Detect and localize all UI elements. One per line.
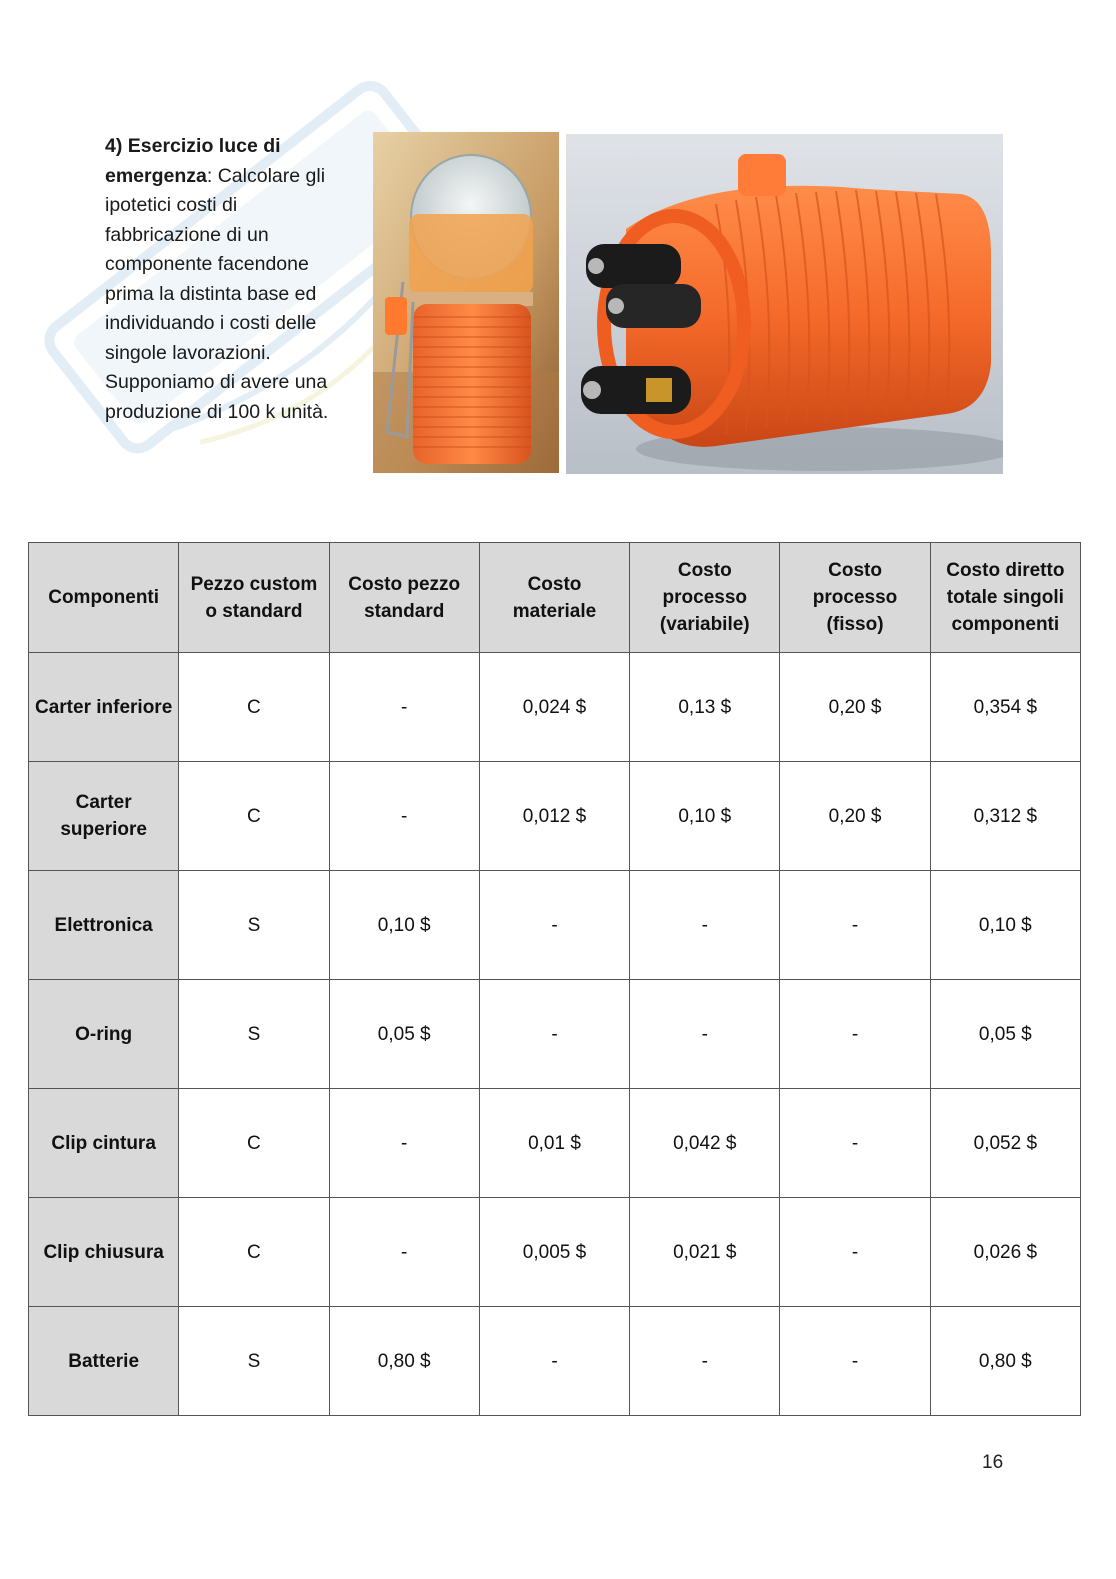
cell-type: S bbox=[179, 871, 329, 980]
cell-total-cost: 0,10 $ bbox=[930, 871, 1080, 980]
cell-total-cost: 0,312 $ bbox=[930, 762, 1080, 871]
cell-variable-cost: - bbox=[630, 980, 780, 1089]
component-name: Batterie bbox=[29, 1307, 179, 1416]
header-costo-diretto-totale: Costo diretto totale singoli componenti bbox=[930, 543, 1080, 653]
cell-material-cost: - bbox=[479, 1307, 629, 1416]
component-name: Carter inferiore bbox=[29, 653, 179, 762]
table-row bbox=[29, 762, 1081, 871]
cell-fixed-cost: - bbox=[780, 1198, 930, 1307]
cell-type: S bbox=[179, 980, 329, 1089]
page-number: 16 bbox=[982, 1452, 1004, 1473]
table-row bbox=[29, 871, 1081, 980]
cell-fixed-cost: 0,20 $ bbox=[780, 762, 930, 871]
component-name: Clip cintura bbox=[29, 1089, 179, 1198]
cell-material-cost: 0,012 $ bbox=[479, 762, 629, 871]
cell-total-cost: 0,05 $ bbox=[930, 980, 1080, 1089]
component-name: Elettronica bbox=[29, 871, 179, 980]
table-row bbox=[29, 653, 1081, 762]
cell-variable-cost: 0,13 $ bbox=[630, 653, 780, 762]
cell-fixed-cost: - bbox=[780, 1089, 930, 1198]
cell-type: C bbox=[179, 762, 329, 871]
intro-body: : Calcolare gli ipotetici costi di fabbricazione di un componente facendone prima la distinta base ed individuando i costi delle singole lavorazioni. Supponiamo di avere una produzione di 100 k unità. bbox=[105, 164, 329, 423]
cell-material-cost: 0,005 $ bbox=[479, 1198, 629, 1307]
header-costo-pezzo-standard: Costo pezzo standard bbox=[329, 543, 479, 653]
cell-total-cost: 0,80 $ bbox=[930, 1307, 1080, 1416]
cell-total-cost: 0,026 $ bbox=[930, 1198, 1080, 1307]
cell-standard-cost: - bbox=[329, 1089, 479, 1198]
table-row bbox=[29, 1089, 1081, 1198]
emergency-light-photo bbox=[373, 132, 559, 473]
cell-variable-cost: - bbox=[630, 1307, 780, 1416]
table-row bbox=[29, 1198, 1081, 1307]
cell-material-cost: 0,024 $ bbox=[479, 653, 629, 762]
cell-type: C bbox=[179, 1089, 329, 1198]
cell-type: C bbox=[179, 653, 329, 762]
cell-standard-cost: 0,10 $ bbox=[329, 871, 479, 980]
cell-variable-cost: 0,021 $ bbox=[630, 1198, 780, 1307]
component-name: O-ring bbox=[29, 980, 179, 1089]
header-costo-processo-fisso: Costo processo (fisso) bbox=[780, 543, 930, 653]
cell-type: S bbox=[179, 1307, 329, 1416]
cell-fixed-cost: - bbox=[780, 871, 930, 980]
cell-material-cost: - bbox=[479, 871, 629, 980]
cell-fixed-cost: - bbox=[780, 1307, 930, 1416]
cell-standard-cost: 0,80 $ bbox=[329, 1307, 479, 1416]
component-name: Clip chiusura bbox=[29, 1198, 179, 1307]
header-custom-standard: Pezzo custom o standard bbox=[179, 543, 329, 653]
cell-fixed-cost: - bbox=[780, 980, 930, 1089]
cell-total-cost: 0,052 $ bbox=[930, 1089, 1080, 1198]
cell-standard-cost: - bbox=[329, 762, 479, 871]
table-row bbox=[29, 980, 1081, 1089]
cell-material-cost: 0,01 $ bbox=[479, 1089, 629, 1198]
cell-standard-cost: - bbox=[329, 653, 479, 762]
table-header-row bbox=[29, 543, 1081, 653]
cell-variable-cost: 0,042 $ bbox=[630, 1089, 780, 1198]
intro-text bbox=[105, 132, 355, 427]
cost-table bbox=[28, 542, 1081, 1416]
casing-with-batteries-photo bbox=[566, 134, 1003, 474]
header-costo-materiale: Costo materiale bbox=[479, 543, 629, 653]
cell-variable-cost: 0,10 $ bbox=[630, 762, 780, 871]
cell-fixed-cost: 0,20 $ bbox=[780, 653, 930, 762]
intro-heading: 4) Esercizio luce di emergenza bbox=[105, 135, 281, 187]
cell-standard-cost: - bbox=[329, 1198, 479, 1307]
table-row bbox=[29, 1307, 1081, 1416]
cell-total-cost: 0,354 $ bbox=[930, 653, 1080, 762]
cell-variable-cost: - bbox=[630, 871, 780, 980]
cell-standard-cost: 0,05 $ bbox=[329, 980, 479, 1089]
cell-type: C bbox=[179, 1198, 329, 1307]
cell-material-cost: - bbox=[479, 980, 629, 1089]
header-costo-processo-variabile: Costo processo (variabile) bbox=[630, 543, 780, 653]
component-name: Carter superiore bbox=[29, 762, 179, 871]
header-componenti: Componenti bbox=[29, 543, 179, 653]
